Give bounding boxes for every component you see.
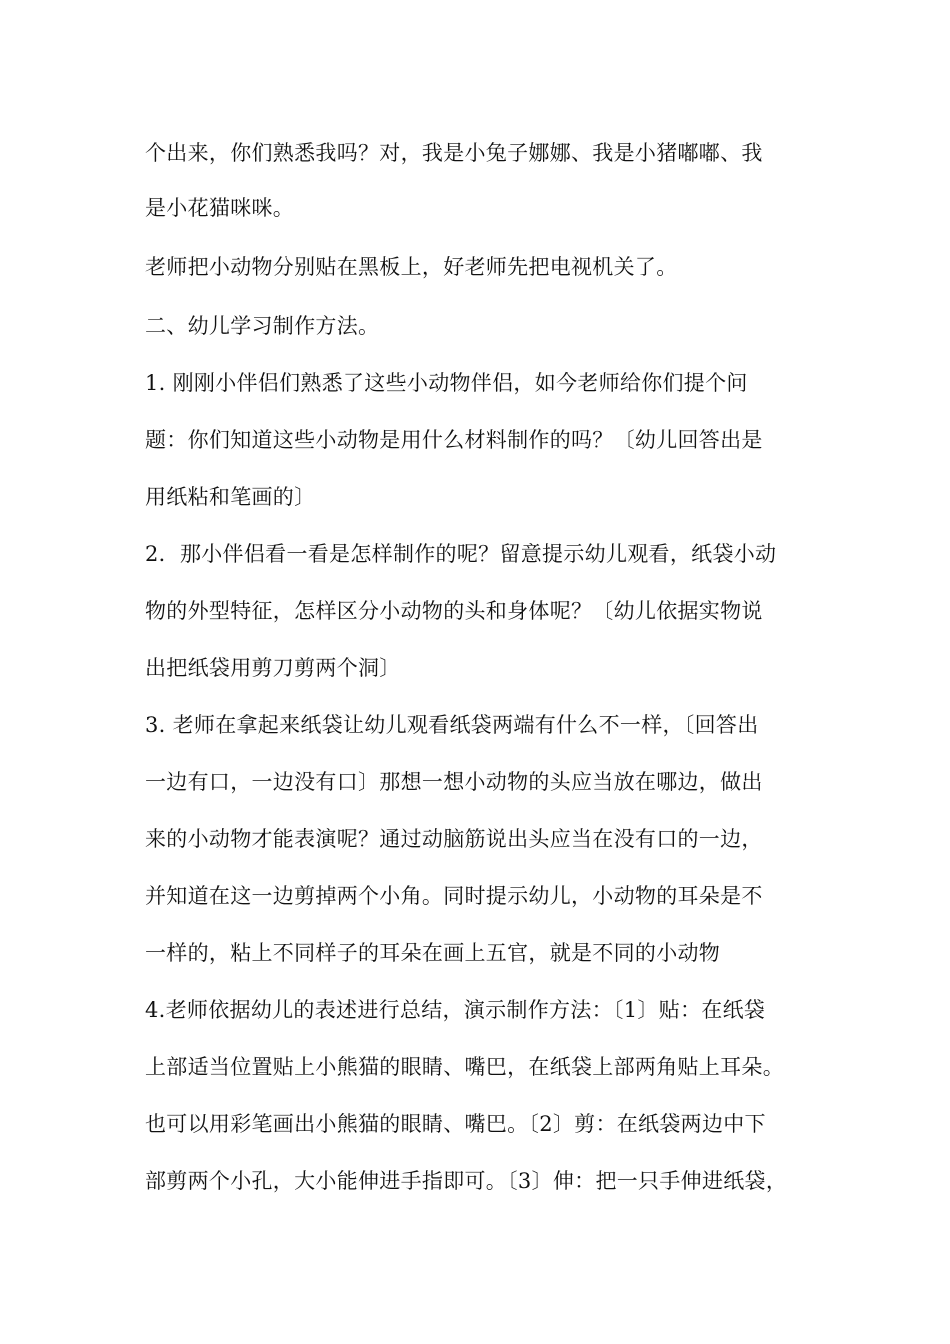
text-line: 4.老师依据幼儿的表述进行总结，演示制作方法：〔1〕贴：在纸袋 bbox=[145, 998, 766, 1022]
text-line: 是小花猫咪咪。 bbox=[145, 196, 295, 220]
text-line: 一样的，粘上不同样子的耳朵在画上五官，就是不同的小动物 bbox=[145, 941, 721, 965]
text-line: 用纸粘和笔画的〕 bbox=[145, 485, 316, 509]
text-line: 并知道在这一边剪掉两个小角。同时提示幼儿，小动物的耳朵是不 bbox=[145, 884, 763, 908]
text-line: 上部适当位置贴上小熊猫的眼睛、嘴巴，在纸袋上部两角贴上耳朵。 bbox=[145, 1055, 784, 1079]
text-line: 出把纸袋用剪刀剪两个洞〕 bbox=[145, 656, 401, 680]
text-line: 也可以用彩笔画出小熊猫的眼睛、嘴巴。〔2〕剪：在纸袋两边中下 bbox=[145, 1112, 766, 1136]
text-line: 二、幼儿学习制作方法。 bbox=[145, 314, 380, 338]
text-line: 来的小动物才能表演呢？通过动脑筋说出头应当在没有口的一边， bbox=[145, 827, 763, 851]
text-line: 1. 刚刚小伴侣们熟悉了这些小动物伴侣，如今老师给你们提个问 bbox=[145, 371, 748, 395]
text-line: 2．那小伴侣看一看是怎样制作的呢？留意提示幼儿观看，纸袋小动 bbox=[145, 542, 777, 566]
text-line: 部剪两个小孔，大小能伸进手指即可。〔3〕伸：把一只手伸进纸袋， bbox=[145, 1169, 788, 1193]
text-line: 物的外型特征，怎样区分小动物的头和身体呢？〔幼儿依据实物说 bbox=[145, 599, 763, 623]
text-line: 一边有口，一边没有口〕那想一想小动物的头应当放在哪边，做出 bbox=[145, 770, 763, 794]
text-line: 老师把小动物分别贴在黑板上，好老师先把电视机关了。 bbox=[145, 255, 678, 279]
text-line: 题：你们知道这些小动物是用什么材料制作的吗？〔幼儿回答出是 bbox=[145, 428, 763, 452]
text-line: 3. 老师在拿起来纸袋让幼儿观看纸袋两端有什么不一样，〔回答出 bbox=[145, 713, 759, 737]
text-line: 个出来，你们熟悉我吗？对，我是小兔子娜娜、我是小猪嘟嘟、我 bbox=[145, 141, 763, 165]
